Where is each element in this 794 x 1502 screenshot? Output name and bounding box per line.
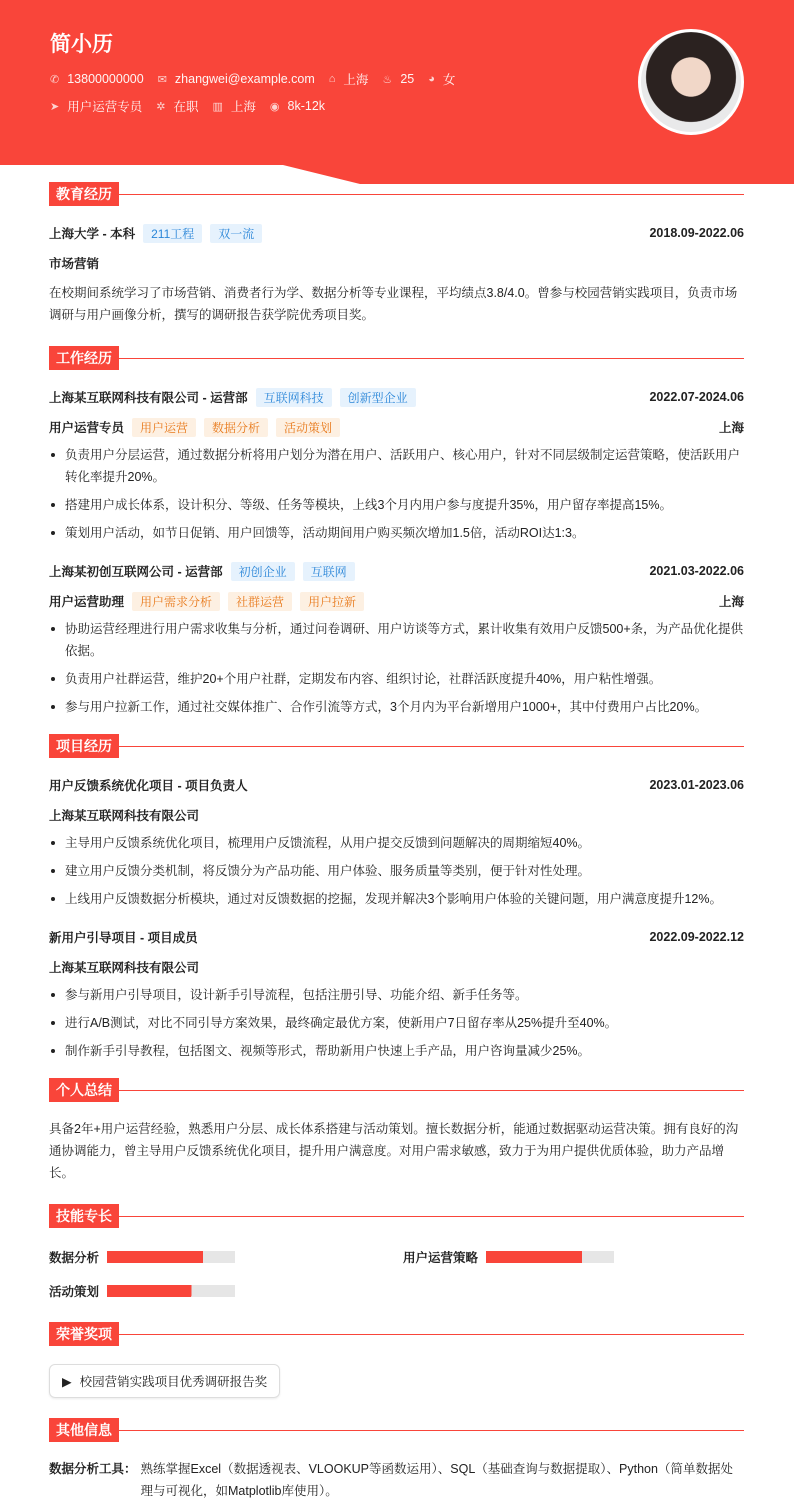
summary-text: 具备2年+用户运营经验，熟悉用户分层、成长体系搭建与活动策划。擅长数据分析，能通过数据驱动运营决策。拥有良好的沟通协调能力，曾主导用户反馈系统优化项目，提升用户满意度。对用户需求敏感，致力于为用户提供优质体验，助力产品增长。 bbox=[49, 1122, 739, 1180]
education-section-header bbox=[49, 182, 744, 206]
major-row bbox=[49, 248, 744, 278]
skill-bar-fill bbox=[107, 1251, 203, 1263]
skill-name: 数据分析 bbox=[49, 1251, 100, 1265]
role: 用户运营助理 bbox=[49, 595, 125, 609]
role-line bbox=[49, 418, 340, 437]
skill-bar-fill bbox=[486, 1251, 582, 1263]
other-value: 熟练掌握Excel（数据透视表、VLOOKUP等函数运用）、SQL（基础查询与数据提取）、Python（简单数据处理与可视化，如Matplotlib库使用）。 bbox=[140, 1462, 733, 1498]
awards-section-header bbox=[49, 1322, 744, 1346]
company: 上海某初创互联网公司 - 运营部 bbox=[49, 565, 223, 579]
tag: 用户运营 bbox=[132, 418, 196, 437]
bullet-list bbox=[49, 832, 744, 910]
project-org: 上海某互联网科技有限公司 bbox=[49, 809, 200, 823]
list-item: 协助运营经理进行用户需求收集与分析，通过问卷调研、用户访谈等方式，累计收集有效用户反馈500+条，为产品优化提供依据。 bbox=[49, 618, 744, 662]
org-row bbox=[49, 952, 744, 982]
city: 上海 bbox=[230, 100, 256, 114]
other-label: 数据分析工具： bbox=[49, 1462, 137, 1476]
role-line bbox=[49, 592, 364, 611]
divider bbox=[119, 1216, 744, 1217]
work-section-header bbox=[49, 346, 744, 370]
company-line bbox=[49, 388, 416, 407]
skill-name: 活动策划 bbox=[49, 1285, 100, 1299]
date: 2022.09-2022.12 bbox=[649, 930, 744, 944]
tag: 211工程 bbox=[143, 224, 202, 243]
contact-row bbox=[50, 70, 455, 88]
major: 市场营销 bbox=[49, 257, 100, 271]
mail-icon: ✉ bbox=[157, 73, 167, 86]
job-intent-row bbox=[50, 97, 325, 115]
other-info-row bbox=[49, 1454, 744, 1502]
bullet-list bbox=[49, 618, 744, 718]
list-item: 制作新手引导教程，包括图文、视频等形式，帮助新用户快速上手产品，用户咨询量减少25%。 bbox=[49, 1040, 744, 1062]
summary-section-header bbox=[49, 1078, 744, 1102]
list-item: 参与用户拉新工作，通过社交媒体推广、合作引流等方式，3个月内为平台新增用户1000+，其中付费用户占比20%。 bbox=[49, 696, 744, 718]
project-row bbox=[49, 922, 744, 952]
salary: 8k-12k bbox=[287, 99, 326, 113]
divider bbox=[119, 1090, 744, 1091]
education-desc: 在校期间系统学习了市场营销、消费者行为学、数据分析等专业课程，平均绩点3.8/4.0。曾参与校园营销实践项目，负责市场调研与用户画像分析，撰写的调研报告获学院优秀项目奖。 bbox=[49, 286, 738, 322]
tag: 初创企业 bbox=[231, 562, 295, 581]
school: 上海大学 - 本科 bbox=[49, 227, 136, 241]
gear-icon: ✲ bbox=[156, 100, 166, 113]
building-icon: ▥ bbox=[212, 100, 223, 113]
home-icon: ⌂ bbox=[328, 73, 336, 85]
section-title: 教育经历 bbox=[49, 182, 119, 206]
date: 2021.03-2022.06 bbox=[649, 564, 744, 578]
date: 2022.07-2024.06 bbox=[649, 390, 744, 404]
home-city: 上海 bbox=[343, 73, 369, 87]
tag: 数据分析 bbox=[204, 418, 268, 437]
school-line bbox=[49, 224, 262, 243]
list-item: 策划用户活动，如节日促销、用户回馈等，活动期间用户购买频次增加1.5倍，活动ROI达1:3。 bbox=[49, 522, 744, 544]
award-name: 校园营销实践项目优秀调研报告奖 bbox=[79, 1375, 268, 1389]
tag: 用户需求分析 bbox=[132, 592, 220, 611]
skill-bar-fill bbox=[107, 1285, 191, 1297]
divider bbox=[119, 1430, 744, 1431]
education-row bbox=[49, 218, 744, 248]
role: 用户运营专员 bbox=[49, 421, 125, 435]
avatar bbox=[638, 29, 744, 135]
company-row bbox=[49, 382, 744, 412]
section-title: 技能专长 bbox=[49, 1204, 119, 1228]
projects-section-header bbox=[49, 734, 744, 758]
company-row bbox=[49, 556, 744, 586]
section-title: 个人总结 bbox=[49, 1078, 119, 1102]
tag: 用户拉新 bbox=[300, 592, 364, 611]
skill-bar bbox=[486, 1251, 614, 1263]
gender: 女 bbox=[442, 73, 456, 87]
resume-content bbox=[49, 182, 744, 1502]
date: 2018.09-2022.06 bbox=[649, 226, 744, 240]
gender-icon: ◕ bbox=[428, 73, 435, 85]
other-section-header bbox=[49, 1418, 744, 1442]
list-item: 进行A/B测试，对比不同引导方案效果，最终确定最优方案，使新用户7日留存率从25%提升至40%。 bbox=[49, 1012, 744, 1034]
email: zhangwei@example.com bbox=[174, 72, 315, 86]
list-item: 搭建用户成长体系，设计积分、等级、任务等模块，上线3个月内用户参与度提升35%，用户留存率提高15%。 bbox=[49, 494, 744, 516]
project-row bbox=[49, 770, 744, 800]
cake-icon: ♨ bbox=[382, 73, 393, 86]
phone: 13800000000 bbox=[67, 72, 144, 86]
bullet-list bbox=[49, 984, 744, 1062]
status: 在职 bbox=[173, 100, 199, 114]
divider bbox=[119, 358, 744, 359]
tag: 互联网 bbox=[303, 562, 355, 581]
skill-bar bbox=[107, 1285, 235, 1297]
age: 25 bbox=[400, 72, 415, 86]
list-item: 参与新用户引导项目，设计新手引导流程，包括注册引导、功能介绍、新手任务等。 bbox=[49, 984, 744, 1006]
skill-item bbox=[403, 1248, 743, 1266]
tag: 社群运营 bbox=[228, 592, 292, 611]
role-row bbox=[49, 586, 744, 616]
project-name: 新用户引导项目 - 项目成员 bbox=[49, 931, 198, 945]
section-title: 其他信息 bbox=[49, 1418, 119, 1442]
divider bbox=[119, 746, 744, 747]
date: 2023.01-2023.06 bbox=[649, 778, 744, 792]
company-line bbox=[49, 562, 355, 581]
project-org: 上海某互联网科技有限公司 bbox=[49, 961, 200, 975]
send-icon: ➤ bbox=[50, 100, 60, 113]
tag: 活动策划 bbox=[276, 418, 340, 437]
tag: 创新型企业 bbox=[340, 388, 416, 407]
list-item: 上线用户反馈数据分析模块，通过对反馈数据的挖掘，发现并解决3个影响用户体验的关键问题，用户满意度提升12%。 bbox=[49, 888, 744, 910]
org-row bbox=[49, 800, 744, 830]
resume-name: 简小历 bbox=[50, 33, 113, 56]
skill-name: 用户运营策略 bbox=[403, 1251, 479, 1265]
section-title: 荣誉奖项 bbox=[49, 1322, 119, 1346]
triangle-right-icon: ▶ bbox=[62, 1374, 72, 1389]
section-title: 工作经历 bbox=[49, 346, 119, 370]
skill-item bbox=[49, 1282, 403, 1300]
divider bbox=[119, 194, 744, 195]
skill-bar bbox=[107, 1251, 235, 1263]
section-title: 项目经历 bbox=[49, 734, 119, 758]
tag: 双一流 bbox=[210, 224, 262, 243]
company: 上海某互联网科技有限公司 - 运营部 bbox=[49, 391, 248, 405]
location: 上海 bbox=[718, 421, 744, 435]
list-item: 负责用户社群运营，维护20+个用户社群，定期发布内容、组织讨论，社群活跃度提升40%，用户粘性增强。 bbox=[49, 668, 744, 690]
divider bbox=[119, 1334, 744, 1335]
role-row bbox=[49, 412, 744, 442]
list-item: 建立用户反馈分类机制，将反馈分为产品功能、用户体验、服务质量等类别，便于针对性处理。 bbox=[49, 860, 744, 882]
list-item: 主导用户反馈系统优化项目，梳理用户反馈流程，从用户提交反馈到问题解决的周期缩短40%。 bbox=[49, 832, 744, 854]
skills-grid bbox=[49, 1240, 744, 1306]
award-item[interactable] bbox=[49, 1364, 280, 1398]
bullet-list bbox=[49, 444, 744, 544]
project-name: 用户反馈系统优化项目 - 项目负责人 bbox=[49, 779, 248, 793]
skills-section-header bbox=[49, 1204, 744, 1228]
salary-icon: ◉ bbox=[269, 100, 280, 113]
position: 用户运营专员 bbox=[67, 100, 143, 114]
phone-icon: ✆ bbox=[50, 73, 60, 86]
list-item: 负责用户分层运营，通过数据分析将用户划分为潜在用户、活跃用户、核心用户，针对不同层级制定运营策略，使活跃用户转化率提升20%。 bbox=[49, 444, 744, 488]
tag: 互联网科技 bbox=[256, 388, 332, 407]
skill-item bbox=[49, 1248, 403, 1266]
location: 上海 bbox=[718, 595, 744, 609]
